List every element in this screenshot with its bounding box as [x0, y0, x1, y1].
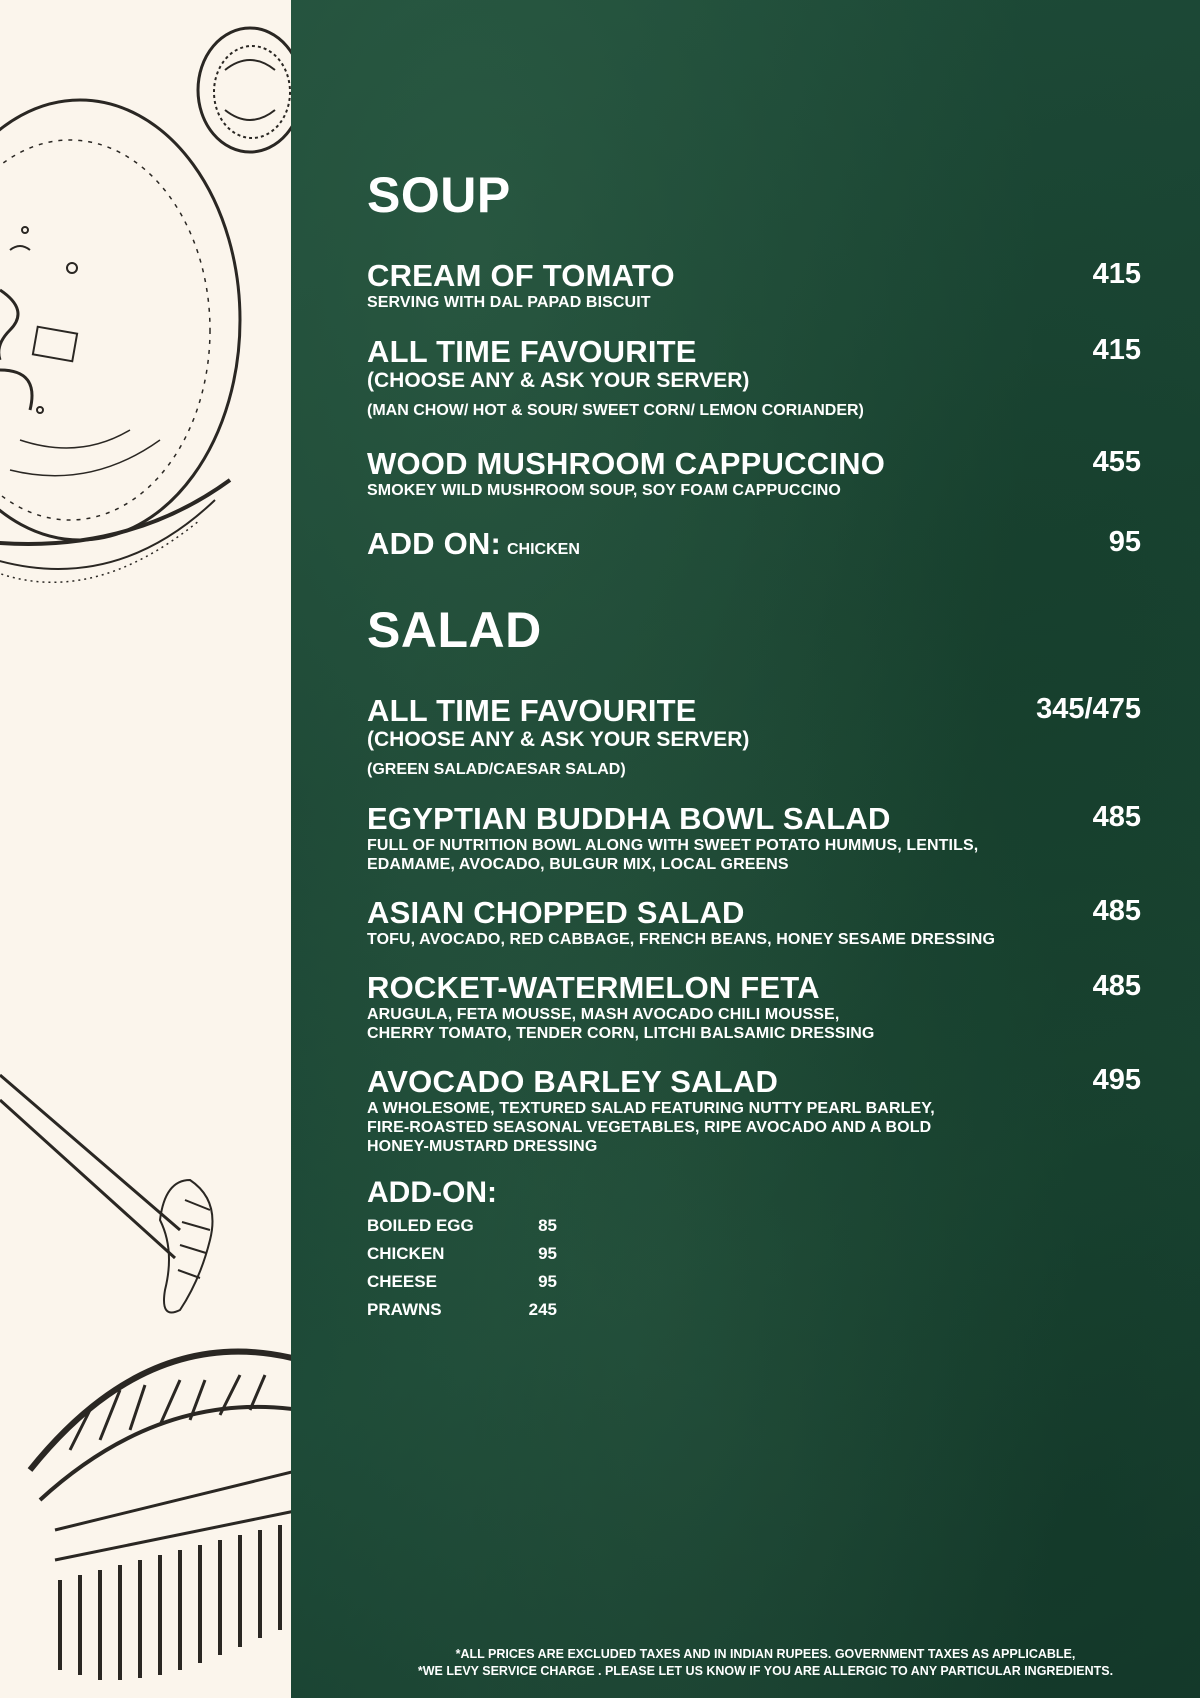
item-description: FULL OF NUTRITION BOWL ALONG WITH SWEET POTATO HUMMUS, LENTILS, [367, 837, 979, 854]
addon-price: 85 [538, 1216, 557, 1235]
item-description: FIRE-ROASTED SEASONAL VEGETABLES, RIPE AVOCADO AND A BOLD [367, 1119, 932, 1137]
item-name: ROCKET-WATERMELON FETA [367, 970, 820, 1005]
addon-row [367, 1300, 567, 1328]
footer-disclaimer [291, 1646, 1200, 1680]
addon-label: BOILED EGG [367, 1216, 474, 1235]
menu-item-all-time-favourite-salad [367, 695, 1141, 779]
item-name: AVOCADO BARLEY SALAD [367, 1064, 779, 1099]
addon-label: PRAWNS [367, 1300, 442, 1319]
item-description: EDAMAME, AVOCADO, BULGUR MIX, LOCAL GREENS [367, 856, 789, 874]
addon-price: 245 [528, 1300, 557, 1319]
salad-section-title: SALAD [367, 602, 542, 658]
item-description: SMOKEY WILD MUSHROOM SOUP, SOY FOAM CAPPUCCINO [367, 482, 841, 499]
item-price: 415 [1092, 258, 1141, 290]
menu-item-egyptian-buddha-bowl-salad [367, 803, 1141, 874]
soup-bowl-sketch [0, 100, 240, 582]
item-price: 345/475 [1036, 693, 1141, 725]
salad-addon-heading: ADD-ON: [367, 1176, 497, 1209]
addon-label: ADD ON: [367, 526, 501, 561]
item-price: 455 [1092, 446, 1141, 478]
item-name: WOOD MUSHROOM CAPPUCCINO [367, 446, 886, 481]
addon-price: 95 [538, 1272, 557, 1291]
addon-price: 95 [538, 1244, 557, 1263]
addon-row [367, 1272, 567, 1300]
item-subtitle: (CHOOSE ANY & ASK YOUR SERVER) [367, 369, 750, 392]
item-price: 485 [1092, 895, 1141, 927]
item-price: 485 [1092, 970, 1141, 1002]
item-name: ASIAN CHOPPED SALAD [367, 895, 745, 930]
illustration-panel [0, 0, 291, 1698]
addon-label: CHEESE [367, 1272, 437, 1291]
chopsticks-sketch [0, 1075, 213, 1313]
item-options: (MAN CHOW/ HOT & SOUR/ SWEET CORN/ LEMON CORIANDER) [367, 402, 864, 420]
menu-item-rocket-watermelon-feta [367, 972, 1141, 1043]
item-name: EGYPTIAN BUDDHA BOWL SALAD [367, 801, 891, 836]
addon-row [367, 1216, 567, 1244]
item-description: ARUGULA, FETA MOUSSE, MASH AVOCADO CHILI MOUSSE, [367, 1006, 840, 1023]
soup-section-title: SOUP [367, 167, 511, 223]
item-description: TOFU, AVOCADO, RED CABBAGE, FRENCH BEANS, HONEY SESAME DRESSING [367, 931, 995, 948]
menu-panel [291, 0, 1200, 1698]
menu-item-asian-chopped-salad [367, 897, 1141, 949]
footer-line-taxes: *ALL PRICES ARE EXCLUDED TAXES AND IN INDIAN RUPEES. GOVERNMENT TAXES AS APPLICABLE, [455, 1647, 1076, 1661]
menu-item-avocado-barley-salad [367, 1066, 1141, 1157]
item-options: (GREEN SALAD/CAESAR SALAD) [367, 761, 626, 779]
item-description: A WHOLESOME, TEXTURED SALAD FEATURING NUTTY PEARL BARLEY, [367, 1100, 935, 1117]
noodle-bowl-sketch [30, 1352, 291, 1680]
item-price: 485 [1092, 801, 1141, 833]
item-description: CHERRY TOMATO, TENDER CORN, LITCHI BALSAMIC DRESSING [367, 1025, 875, 1043]
footer-line-service-charge: *WE LEVY SERVICE CHARGE . PLEASE LET US KNOW IF YOU ARE ALLERGIC TO ANY PARTICULAR INGREDIENTS. [417, 1663, 1114, 1678]
menu-item-wood-mushroom-cappuccino [367, 448, 1141, 500]
menu-item-all-time-favourite-soup [367, 336, 1141, 420]
soup-addon [367, 528, 1141, 559]
addon-row [367, 1244, 567, 1272]
item-subtitle: (CHOOSE ANY & ASK YOUR SERVER) [367, 728, 750, 751]
addon-label: CHICKEN [367, 1244, 445, 1263]
item-name: ALL TIME FAVOURITE [367, 693, 697, 728]
item-name: ALL TIME FAVOURITE [367, 334, 697, 369]
addon-item: CHICKEN [507, 541, 580, 558]
item-price: 95 [1108, 526, 1141, 558]
item-description: SERVING WITH DAL PAPAD BISCUIT [367, 294, 651, 311]
item-price: 415 [1092, 334, 1141, 366]
salad-addon-list [367, 1216, 567, 1328]
item-description: HONEY-MUSTARD DRESSING [367, 1138, 598, 1156]
item-name: CREAM OF TOMATO [367, 258, 675, 293]
mushroom-slice-sketch [198, 28, 291, 152]
menu-item-cream-of-tomato [367, 260, 1141, 312]
item-price: 495 [1092, 1064, 1141, 1096]
